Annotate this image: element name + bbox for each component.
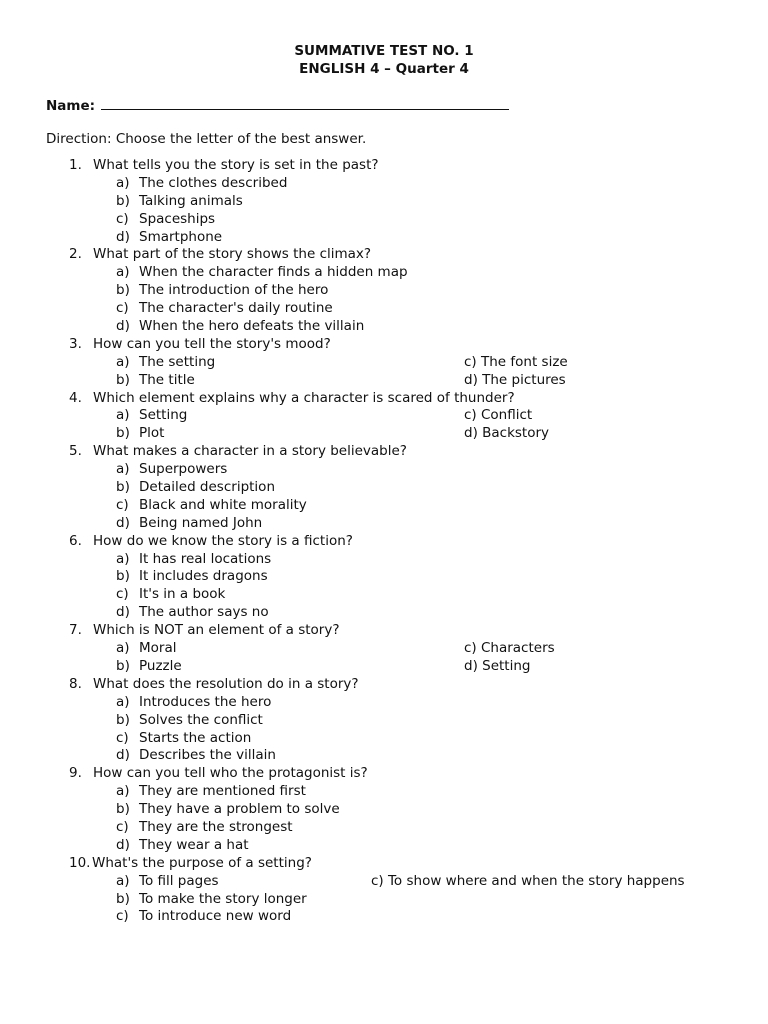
option-letter: a) [116, 693, 130, 710]
option-letter: b) [116, 371, 130, 388]
answer-option [0, 891, 768, 909]
option-text: The introduction of the hero [139, 282, 329, 299]
option-letter: c) [116, 300, 129, 317]
option-letter: a) [116, 872, 130, 889]
option-letter: a) [116, 640, 130, 657]
test-subtitle: ENGLISH 4 – Quarter 4 [299, 61, 469, 77]
option-letter: a) [116, 461, 130, 478]
question-text: How do we know the story is a fiction? [93, 532, 353, 549]
option-text: They are mentioned first [139, 783, 306, 800]
question-number: 2. [69, 246, 82, 263]
option-letter: c) [116, 496, 129, 513]
option-letter: a) [116, 264, 130, 281]
question-2 [0, 246, 768, 264]
directions-text: Direction: Choose the letter of the best answer. [46, 131, 367, 147]
option-text: Puzzle [139, 657, 182, 674]
question-3 [0, 336, 768, 354]
option-text: Introduces the hero [139, 693, 272, 710]
question-text: What's the purpose of a setting? [92, 854, 312, 871]
answer-option [0, 515, 768, 533]
question-number: 4. [69, 389, 82, 406]
option-text: Black and white morality [139, 496, 307, 513]
question-text: What does the resolution do in a story? [93, 675, 359, 692]
option-text: When the hero defeats the villain [139, 318, 365, 335]
option-text: They wear a hat [139, 836, 249, 853]
question-9 [0, 765, 768, 783]
option-text: It has real locations [139, 550, 272, 567]
option-letter: b) [116, 425, 130, 442]
question-text: How can you tell the story's mood? [93, 335, 331, 352]
option-letter: b) [116, 479, 130, 496]
option-letter: a) [116, 353, 130, 370]
option-letter: d) [116, 604, 130, 621]
option-text: To make the story longer [139, 890, 307, 907]
answer-option [0, 282, 768, 300]
answer-option [0, 551, 768, 569]
option-letter: d) [116, 318, 130, 335]
answer-option-right: c) Conflict [464, 407, 533, 424]
answer-option [0, 908, 768, 926]
answer-option [0, 372, 768, 390]
question-number: 3. [69, 335, 82, 352]
option-letter: d) [116, 514, 130, 531]
option-letter: c) [116, 818, 129, 835]
answer-option [0, 837, 768, 855]
answer-option [0, 658, 768, 676]
option-text: They have a problem to solve [139, 801, 340, 818]
question-5 [0, 443, 768, 461]
question-number: 5. [69, 443, 82, 460]
answer-option [0, 694, 768, 712]
option-text: The character's daily routine [139, 300, 333, 317]
answer-option-right: d) Setting [464, 657, 531, 674]
question-text: What makes a character in a story believable? [93, 443, 407, 460]
option-letter: b) [116, 801, 130, 818]
option-text: The title [139, 371, 195, 388]
option-letter: a) [116, 407, 130, 424]
answer-option [0, 479, 768, 497]
answer-option [0, 640, 768, 658]
question-4 [0, 390, 768, 408]
option-text: Setting [139, 407, 188, 424]
test-title: SUMMATIVE TEST NO. 1 [294, 43, 474, 59]
option-text: The author says no [139, 604, 269, 621]
option-text: Describes the villain [139, 747, 276, 764]
answer-option [0, 193, 768, 211]
option-text: Moral [139, 640, 177, 657]
answer-option [0, 318, 768, 336]
option-letter: d) [116, 747, 130, 764]
option-letter: b) [116, 711, 130, 728]
answer-option-right: c) The font size [464, 353, 568, 370]
answer-option-right: d) The pictures [464, 371, 566, 388]
answer-option [0, 461, 768, 479]
question-text: What tells you the story is set in the past? [93, 157, 379, 173]
question-number: 1. [69, 157, 82, 173]
question-text: What part of the story shows the climax? [93, 246, 372, 263]
answer-option [0, 497, 768, 515]
name-label: Name: [46, 98, 96, 114]
answer-option-right: c) To show where and when the story happens [371, 872, 685, 889]
option-letter: b) [116, 192, 130, 209]
option-letter: c) [116, 210, 129, 227]
option-letter: b) [116, 657, 130, 674]
option-text: To fill pages [139, 872, 219, 889]
option-text: When the character finds a hidden map [139, 264, 408, 281]
question-text: How can you tell who the protagonist is? [93, 765, 368, 782]
answer-option-right: c) Characters [464, 640, 555, 657]
option-letter: a) [116, 783, 130, 800]
question-7 [0, 622, 768, 640]
question-number: 6. [69, 532, 82, 549]
name-row [46, 95, 509, 114]
option-text: Starts the action [139, 729, 252, 746]
question-number: 9. [69, 765, 82, 782]
question-list [0, 157, 768, 926]
option-letter: d) [116, 836, 130, 853]
option-letter: b) [116, 568, 130, 585]
option-text: Superpowers [139, 461, 228, 478]
answer-option [0, 300, 768, 318]
question-1 [0, 157, 768, 175]
option-text: They are the strongest [139, 818, 293, 835]
answer-option [0, 211, 768, 229]
question-10 [0, 855, 768, 873]
answer-option [0, 264, 768, 282]
option-letter: d) [116, 228, 130, 245]
answer-option [0, 783, 768, 801]
answer-option [0, 354, 768, 372]
option-text: Spaceships [139, 210, 216, 227]
answer-option [0, 407, 768, 425]
option-text: Smartphone [139, 228, 223, 245]
answer-option [0, 801, 768, 819]
answer-option-right: d) Backstory [464, 425, 550, 442]
option-text: The clothes described [139, 174, 288, 191]
question-6 [0, 533, 768, 551]
answer-option [0, 604, 768, 622]
answer-option [0, 425, 768, 443]
question-text: Which element explains why a character is scared of thunder? [93, 389, 515, 406]
option-text: Plot [139, 425, 165, 442]
answer-option [0, 586, 768, 604]
question-8 [0, 676, 768, 694]
option-letter: c) [116, 908, 129, 925]
answer-option [0, 175, 768, 193]
question-number: 8. [69, 675, 82, 692]
name-blank-line [101, 95, 509, 110]
option-text: To introduce new word [139, 908, 292, 925]
option-text: Solves the conflict [139, 711, 263, 728]
option-text: The setting [139, 353, 216, 370]
answer-option [0, 229, 768, 247]
answer-option [0, 873, 768, 891]
option-text: It's in a book [139, 586, 226, 603]
option-text: Talking animals [139, 192, 243, 209]
option-letter: c) [116, 729, 129, 746]
question-text: Which is NOT an element of a story? [93, 622, 340, 639]
option-letter: c) [116, 586, 129, 603]
answer-option [0, 568, 768, 586]
answer-option [0, 712, 768, 730]
option-letter: a) [116, 550, 130, 567]
answer-option [0, 747, 768, 765]
option-text: Being named John [139, 514, 263, 531]
option-letter: b) [116, 282, 130, 299]
question-number: 7. [69, 622, 82, 639]
answer-option [0, 730, 768, 748]
option-letter: b) [116, 890, 130, 907]
option-text: It includes dragons [139, 568, 268, 585]
option-text: Detailed description [139, 479, 275, 496]
answer-option [0, 819, 768, 837]
question-number: 10. [69, 854, 91, 871]
option-letter: a) [116, 174, 130, 191]
